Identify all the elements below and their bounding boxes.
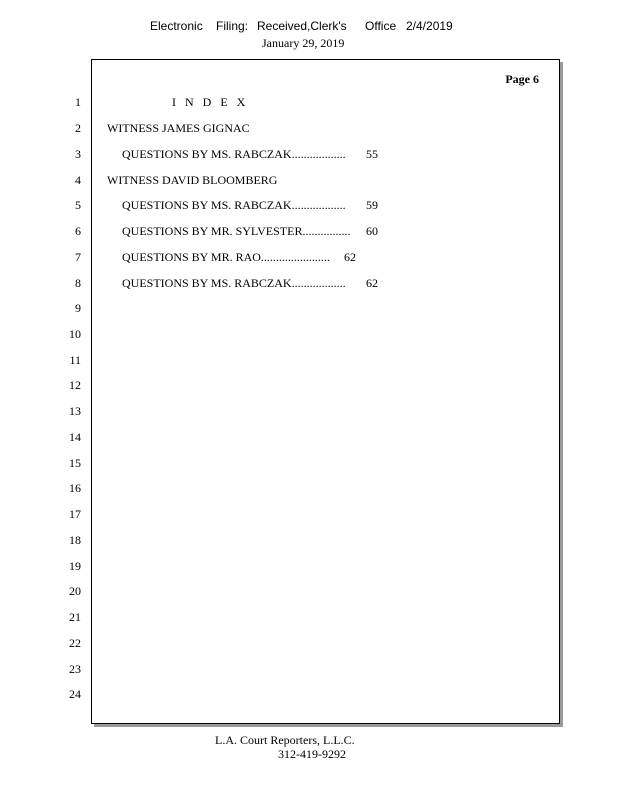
line-number: 9	[75, 301, 81, 315]
line-number: 4	[75, 173, 81, 187]
line-number: 7	[75, 250, 81, 264]
index-entry	[122, 250, 330, 265]
index-entry	[122, 198, 346, 213]
line-number: 6	[75, 224, 81, 238]
entry-text: QUESTIONS BY MR. RAO	[122, 250, 261, 264]
footer-phone: 312-419-9292	[278, 747, 346, 761]
line-number: 23	[69, 662, 81, 676]
witness-heading: WITNESS DAVID BLOOMBERG	[107, 173, 278, 187]
index-entry	[122, 224, 350, 239]
entry-text: QUESTIONS BY MS. RABCZAK	[122, 198, 292, 212]
line-number: 3	[75, 147, 81, 161]
entry-page-number: 60	[366, 224, 378, 238]
stamp-filing: Filing:	[216, 19, 249, 33]
stamp-office: Office	[365, 19, 397, 33]
index-entry	[122, 276, 346, 291]
line-number: 20	[69, 584, 81, 598]
entry-leader-dots: ................	[302, 224, 351, 238]
stamp-date: 2/4/2019	[406, 19, 453, 33]
entry-leader-dots: ..................	[291, 147, 346, 161]
line-number: 13	[69, 404, 81, 418]
line-number: 2	[75, 121, 81, 135]
line-number: 11	[69, 353, 81, 367]
entry-page-number: 62	[366, 276, 378, 290]
entry-leader-dots: .......................	[260, 250, 330, 264]
index-entry	[122, 147, 346, 162]
entry-leader-dots: ..................	[291, 276, 346, 290]
line-number: 14	[69, 430, 81, 444]
line-number: 21	[69, 610, 81, 624]
page-number: Page 6	[505, 72, 539, 86]
entry-text: QUESTIONS BY MS. RABCZAK	[122, 147, 292, 161]
line-number: 1	[75, 95, 81, 109]
footer-company: L.A. Court Reporters, L.L.C.	[215, 733, 355, 747]
line-number: 12	[69, 378, 81, 392]
line-number: 18	[69, 533, 81, 547]
document-date: January 29, 2019	[262, 36, 345, 50]
line-number: 19	[69, 559, 81, 573]
line-number: 22	[69, 636, 81, 650]
line-number: 17	[69, 507, 81, 521]
line-number: 10	[69, 327, 81, 341]
line-number: 24	[69, 687, 81, 701]
entry-page-number: 62	[344, 250, 356, 264]
line-number: 16	[69, 481, 81, 495]
line-number: 8	[75, 276, 81, 290]
entry-page-number: 59	[366, 198, 378, 212]
index-title: I N D E X	[172, 95, 249, 109]
stamp-received-clerks: Received,Clerk's	[257, 19, 347, 33]
entry-text: QUESTIONS BY MS. RABCZAK	[122, 276, 292, 290]
entry-text: QUESTIONS BY MR. SYLVESTER	[122, 224, 303, 238]
line-number: 5	[75, 198, 81, 212]
stamp-electronic: Electronic	[150, 19, 203, 33]
entry-leader-dots: ..................	[291, 198, 346, 212]
line-number: 15	[69, 456, 81, 470]
entry-page-number: 55	[366, 147, 378, 161]
witness-heading: WITNESS JAMES GIGNAC	[107, 121, 250, 135]
